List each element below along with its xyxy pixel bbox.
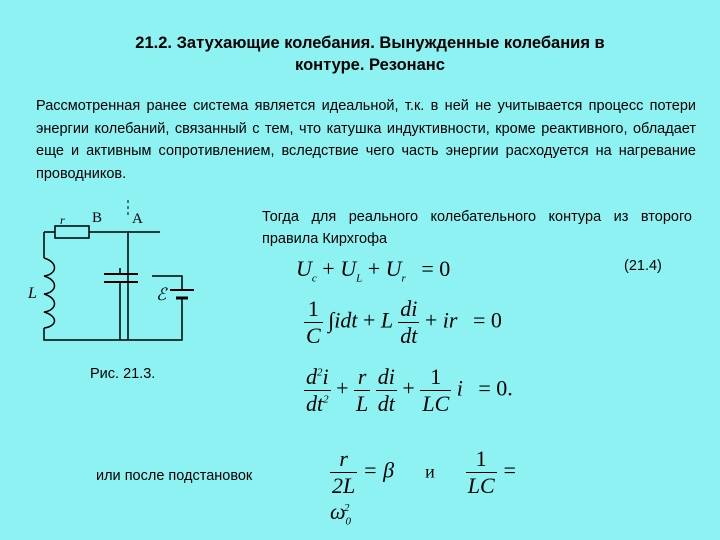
equation-1: $U_c + U_L + U_r = 0$ (296, 256, 451, 285)
title-line-1: 21.2. Затухающие колебания. Вынужденные колебания в (135, 34, 605, 52)
figure-caption: Рис. 21.3. (90, 366, 156, 382)
title-line-2: контуре. Резонанс (295, 56, 445, 74)
and-word: и (425, 461, 435, 482)
equation-4: $\frac{r}{2L}$ = β и $\frac{1}{LC}$ = $\omega_0^2$ (330, 446, 517, 528)
intro-paragraph: Рассмотренная ранее система является идеальной, т.к. в ней не учитывается процесс потери энергии колебаний, связанный с тем, что катушка индуктивности, кроме реактивного, обладает еще и активным сопротивлением, вследствие чего часть энергии расходуется на нагревание проводников. (36, 98, 696, 182)
kirchhoff-paragraph: Тогда для реального колебательного контура из второго правила Кирхгофа (262, 209, 692, 247)
label-a: A (132, 211, 143, 227)
substitution-label: или после подстановок (96, 468, 253, 484)
label-r: r (60, 213, 65, 227)
equation-number: (21.4) (624, 258, 662, 274)
label-emf: ℰ (156, 285, 167, 304)
equation-3: $\frac{d^2i}{dt^2}$ + $\frac{r}{L}$ $\frac{di}{dt}$ + $\frac{1}{LC}$ i = 0. (306, 364, 513, 416)
resistor (55, 226, 89, 238)
equation-2: $\frac{1}{C}$ ∫idt + L $\frac{di}{dt}$ + ir = 0 (306, 296, 502, 348)
label-b: B (92, 210, 103, 226)
label-l: L (28, 285, 37, 302)
